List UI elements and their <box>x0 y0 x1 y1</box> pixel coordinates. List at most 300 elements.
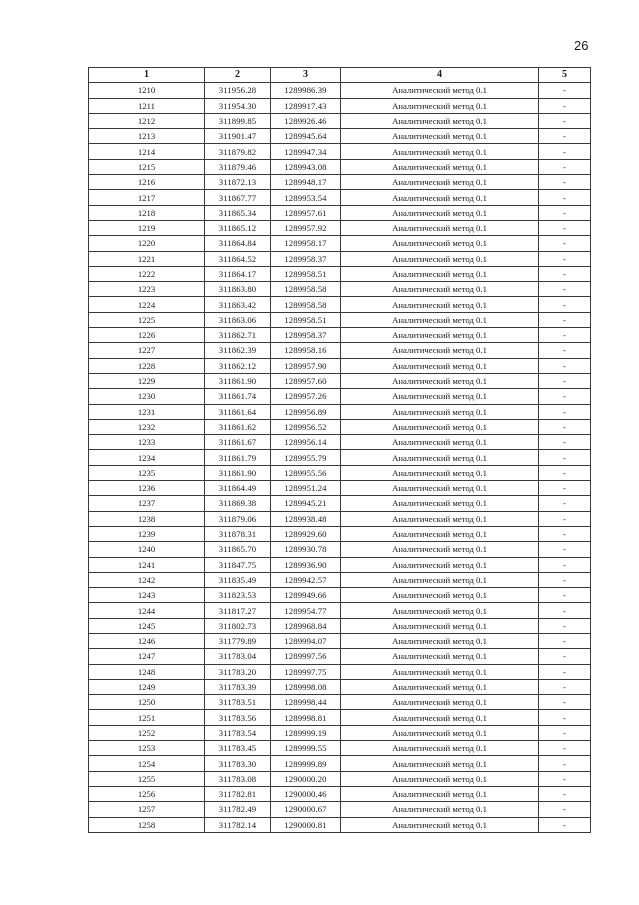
table-row <box>89 450 591 465</box>
point-number-cell: 1257 <box>89 802 205 817</box>
y-coordinate-cell: 1289956.89 <box>271 404 341 419</box>
method-cell: Аналитический метод 0.1 <box>341 236 539 251</box>
method-cell: Аналитический метод 0.1 <box>341 435 539 450</box>
method-cell: Аналитический метод 0.1 <box>341 389 539 404</box>
y-coordinate-cell: 1289957.61 <box>271 205 341 220</box>
x-coordinate-cell: 311835.49 <box>205 572 271 587</box>
point-number-cell: 1238 <box>89 511 205 526</box>
note-cell: - <box>539 389 591 404</box>
x-coordinate-cell: 311817.27 <box>205 603 271 618</box>
table-row <box>89 159 591 174</box>
note-cell: - <box>539 741 591 756</box>
note-cell: - <box>539 695 591 710</box>
method-cell: Аналитический метод 0.1 <box>341 282 539 297</box>
x-coordinate-cell: 311783.51 <box>205 695 271 710</box>
method-cell: Аналитический метод 0.1 <box>341 725 539 740</box>
method-cell: Аналитический метод 0.1 <box>341 557 539 572</box>
note-cell: - <box>539 465 591 480</box>
note-cell: - <box>539 511 591 526</box>
method-cell: Аналитический метод 0.1 <box>341 83 539 98</box>
x-coordinate-cell: 311865.34 <box>205 205 271 220</box>
point-number-cell: 1254 <box>89 756 205 771</box>
x-coordinate-cell: 311783.45 <box>205 741 271 756</box>
y-coordinate-cell: 1289949.66 <box>271 588 341 603</box>
method-cell: Аналитический метод 0.1 <box>341 297 539 312</box>
point-number-cell: 1245 <box>89 618 205 633</box>
y-coordinate-cell: 1290000.20 <box>271 771 341 786</box>
y-coordinate-cell: 1289998.81 <box>271 710 341 725</box>
note-cell: - <box>539 481 591 496</box>
point-number-cell: 1213 <box>89 129 205 144</box>
point-number-cell: 1222 <box>89 266 205 281</box>
point-number-cell: 1242 <box>89 572 205 587</box>
table-row <box>89 266 591 281</box>
note-cell: - <box>539 343 591 358</box>
method-cell: Аналитический метод 0.1 <box>341 220 539 235</box>
method-cell: Аналитический метод 0.1 <box>341 129 539 144</box>
method-cell: Аналитический метод 0.1 <box>341 175 539 190</box>
table-row <box>89 251 591 266</box>
page-number: 26 <box>574 38 589 53</box>
note-cell: - <box>539 312 591 327</box>
point-number-cell: 1255 <box>89 771 205 786</box>
x-coordinate-cell: 311862.39 <box>205 343 271 358</box>
point-number-cell: 1241 <box>89 557 205 572</box>
note-cell: - <box>539 205 591 220</box>
x-coordinate-cell: 311779.89 <box>205 633 271 648</box>
y-coordinate-cell: 1289929.60 <box>271 526 341 541</box>
note-cell: - <box>539 251 591 266</box>
point-number-cell: 1220 <box>89 236 205 251</box>
y-coordinate-cell: 1289997.75 <box>271 664 341 679</box>
point-number-cell: 1239 <box>89 526 205 541</box>
method-cell: Аналитический метод 0.1 <box>341 404 539 419</box>
method-cell: Аналитический метод 0.1 <box>341 679 539 694</box>
x-coordinate-cell: 311863.06 <box>205 312 271 327</box>
x-coordinate-cell: 311899.85 <box>205 113 271 128</box>
y-coordinate-cell: 1289955.56 <box>271 465 341 480</box>
x-coordinate-cell: 311861.62 <box>205 419 271 434</box>
note-cell: - <box>539 266 591 281</box>
y-coordinate-cell: 1289957.90 <box>271 358 341 373</box>
note-cell: - <box>539 633 591 648</box>
note-cell: - <box>539 435 591 450</box>
note-cell: - <box>539 664 591 679</box>
y-coordinate-cell: 1289958.58 <box>271 282 341 297</box>
point-number-cell: 1235 <box>89 465 205 480</box>
table-header-row <box>89 68 591 83</box>
coordinates-table <box>88 67 591 833</box>
x-coordinate-cell: 311865.70 <box>205 542 271 557</box>
column-header-4: 4 <box>341 68 539 83</box>
method-cell: Аналитический метод 0.1 <box>341 144 539 159</box>
y-coordinate-cell: 1289958.17 <box>271 236 341 251</box>
method-cell: Аналитический метод 0.1 <box>341 465 539 480</box>
method-cell: Аналитический метод 0.1 <box>341 695 539 710</box>
method-cell: Аналитический метод 0.1 <box>341 481 539 496</box>
y-coordinate-cell: 1289958.58 <box>271 297 341 312</box>
point-number-cell: 1232 <box>89 419 205 434</box>
table-row <box>89 373 591 388</box>
method-cell: Аналитический метод 0.1 <box>341 373 539 388</box>
point-number-cell: 1251 <box>89 710 205 725</box>
note-cell: - <box>539 679 591 694</box>
table-row <box>89 572 591 587</box>
method-cell: Аналитический метод 0.1 <box>341 817 539 832</box>
y-coordinate-cell: 1289957.92 <box>271 220 341 235</box>
note-cell: - <box>539 297 591 312</box>
method-cell: Аналитический метод 0.1 <box>341 113 539 128</box>
note-cell: - <box>539 419 591 434</box>
table-row <box>89 588 591 603</box>
x-coordinate-cell: 311783.56 <box>205 710 271 725</box>
table-row <box>89 633 591 648</box>
y-coordinate-cell: 1289953.54 <box>271 190 341 205</box>
y-coordinate-cell: 1289917.43 <box>271 98 341 113</box>
note-cell: - <box>539 175 591 190</box>
point-number-cell: 1223 <box>89 282 205 297</box>
y-coordinate-cell: 1289936.90 <box>271 557 341 572</box>
table-row <box>89 328 591 343</box>
y-coordinate-cell: 1289968.84 <box>271 618 341 633</box>
y-coordinate-cell: 1290000.81 <box>271 817 341 832</box>
method-cell: Аналитический метод 0.1 <box>341 618 539 633</box>
note-cell: - <box>539 771 591 786</box>
y-coordinate-cell: 1289998.44 <box>271 695 341 710</box>
x-coordinate-cell: 311861.67 <box>205 435 271 450</box>
x-coordinate-cell: 311823.53 <box>205 588 271 603</box>
point-number-cell: 1246 <box>89 633 205 648</box>
point-number-cell: 1253 <box>89 741 205 756</box>
method-cell: Аналитический метод 0.1 <box>341 343 539 358</box>
method-cell: Аналитический метод 0.1 <box>341 358 539 373</box>
x-coordinate-cell: 311783.20 <box>205 664 271 679</box>
point-number-cell: 1210 <box>89 83 205 98</box>
method-cell: Аналитический метод 0.1 <box>341 328 539 343</box>
method-cell: Аналитический метод 0.1 <box>341 786 539 801</box>
table-row <box>89 526 591 541</box>
y-coordinate-cell: 1289957.26 <box>271 389 341 404</box>
point-number-cell: 1228 <box>89 358 205 373</box>
point-number-cell: 1214 <box>89 144 205 159</box>
x-coordinate-cell: 311861.79 <box>205 450 271 465</box>
method-cell: Аналитический метод 0.1 <box>341 572 539 587</box>
y-coordinate-cell: 1290000.67 <box>271 802 341 817</box>
y-coordinate-cell: 1289986.39 <box>271 83 341 98</box>
table-row <box>89 236 591 251</box>
table-row <box>89 496 591 511</box>
table-row <box>89 98 591 113</box>
note-cell: - <box>539 144 591 159</box>
note-cell: - <box>539 618 591 633</box>
y-coordinate-cell: 1289945.64 <box>271 129 341 144</box>
method-cell: Аналитический метод 0.1 <box>341 190 539 205</box>
note-cell: - <box>539 328 591 343</box>
table-row <box>89 419 591 434</box>
point-number-cell: 1218 <box>89 205 205 220</box>
point-number-cell: 1248 <box>89 664 205 679</box>
point-number-cell: 1249 <box>89 679 205 694</box>
note-cell: - <box>539 159 591 174</box>
table-row <box>89 389 591 404</box>
method-cell: Аналитический метод 0.1 <box>341 159 539 174</box>
y-coordinate-cell: 1289948.17 <box>271 175 341 190</box>
y-coordinate-cell: 1289998.08 <box>271 679 341 694</box>
column-header-2: 2 <box>205 68 271 83</box>
table-row <box>89 465 591 480</box>
point-number-cell: 1237 <box>89 496 205 511</box>
table-row <box>89 190 591 205</box>
table-row <box>89 129 591 144</box>
y-coordinate-cell: 1289999.89 <box>271 756 341 771</box>
x-coordinate-cell: 311861.74 <box>205 389 271 404</box>
note-cell: - <box>539 649 591 664</box>
table-row <box>89 557 591 572</box>
y-coordinate-cell: 1289956.52 <box>271 419 341 434</box>
x-coordinate-cell: 311901.47 <box>205 129 271 144</box>
point-number-cell: 1247 <box>89 649 205 664</box>
x-coordinate-cell: 311869.38 <box>205 496 271 511</box>
note-cell: - <box>539 756 591 771</box>
y-coordinate-cell: 1289947.34 <box>271 144 341 159</box>
point-number-cell: 1244 <box>89 603 205 618</box>
method-cell: Аналитический метод 0.1 <box>341 496 539 511</box>
y-coordinate-cell: 1289955.79 <box>271 450 341 465</box>
point-number-cell: 1227 <box>89 343 205 358</box>
x-coordinate-cell: 311864.49 <box>205 481 271 496</box>
method-cell: Аналитический метод 0.1 <box>341 251 539 266</box>
y-coordinate-cell: 1289926.46 <box>271 113 341 128</box>
y-coordinate-cell: 1289945.21 <box>271 496 341 511</box>
table-row <box>89 649 591 664</box>
method-cell: Аналитический метод 0.1 <box>341 771 539 786</box>
table-row <box>89 542 591 557</box>
point-number-cell: 1229 <box>89 373 205 388</box>
note-cell: - <box>539 603 591 618</box>
point-number-cell: 1216 <box>89 175 205 190</box>
table-row <box>89 83 591 98</box>
method-cell: Аналитический метод 0.1 <box>341 741 539 756</box>
table-row <box>89 802 591 817</box>
table-row <box>89 511 591 526</box>
x-coordinate-cell: 311782.49 <box>205 802 271 817</box>
column-header-5: 5 <box>539 68 591 83</box>
point-number-cell: 1215 <box>89 159 205 174</box>
point-number-cell: 1240 <box>89 542 205 557</box>
method-cell: Аналитический метод 0.1 <box>341 205 539 220</box>
note-cell: - <box>539 526 591 541</box>
y-coordinate-cell: 1289994.07 <box>271 633 341 648</box>
x-coordinate-cell: 311802.73 <box>205 618 271 633</box>
table-row <box>89 220 591 235</box>
x-coordinate-cell: 311954.30 <box>205 98 271 113</box>
point-number-cell: 1212 <box>89 113 205 128</box>
x-coordinate-cell: 311863.80 <box>205 282 271 297</box>
table-row <box>89 175 591 190</box>
y-coordinate-cell: 1289958.37 <box>271 328 341 343</box>
table-row <box>89 205 591 220</box>
table-row <box>89 297 591 312</box>
column-header-3: 3 <box>271 68 341 83</box>
table-row <box>89 786 591 801</box>
note-cell: - <box>539 542 591 557</box>
y-coordinate-cell: 1289942.57 <box>271 572 341 587</box>
table-row <box>89 603 591 618</box>
x-coordinate-cell: 311861.64 <box>205 404 271 419</box>
x-coordinate-cell: 311783.04 <box>205 649 271 664</box>
table-row <box>89 358 591 373</box>
x-coordinate-cell: 311782.14 <box>205 817 271 832</box>
note-cell: - <box>539 373 591 388</box>
table-row <box>89 144 591 159</box>
y-coordinate-cell: 1289999.55 <box>271 741 341 756</box>
x-coordinate-cell: 311864.52 <box>205 251 271 266</box>
table-row <box>89 312 591 327</box>
table-row <box>89 282 591 297</box>
table-row <box>89 741 591 756</box>
method-cell: Аналитический метод 0.1 <box>341 603 539 618</box>
y-coordinate-cell: 1289954.77 <box>271 603 341 618</box>
x-coordinate-cell: 311864.84 <box>205 236 271 251</box>
x-coordinate-cell: 311782.81 <box>205 786 271 801</box>
y-coordinate-cell: 1289938.48 <box>271 511 341 526</box>
method-cell: Аналитический метод 0.1 <box>341 710 539 725</box>
point-number-cell: 1221 <box>89 251 205 266</box>
note-cell: - <box>539 282 591 297</box>
point-number-cell: 1250 <box>89 695 205 710</box>
table-row <box>89 435 591 450</box>
point-number-cell: 1243 <box>89 588 205 603</box>
y-coordinate-cell: 1289957.60 <box>271 373 341 388</box>
table-row <box>89 343 591 358</box>
point-number-cell: 1211 <box>89 98 205 113</box>
table-row <box>89 725 591 740</box>
note-cell: - <box>539 113 591 128</box>
note-cell: - <box>539 710 591 725</box>
x-coordinate-cell: 311956.28 <box>205 83 271 98</box>
note-cell: - <box>539 83 591 98</box>
point-number-cell: 1224 <box>89 297 205 312</box>
table-body <box>89 83 591 833</box>
method-cell: Аналитический метод 0.1 <box>341 664 539 679</box>
note-cell: - <box>539 802 591 817</box>
note-cell: - <box>539 220 591 235</box>
x-coordinate-cell: 311783.39 <box>205 679 271 694</box>
x-coordinate-cell: 311862.71 <box>205 328 271 343</box>
y-coordinate-cell: 1289930.78 <box>271 542 341 557</box>
y-coordinate-cell: 1289958.51 <box>271 312 341 327</box>
y-coordinate-cell: 1289951.24 <box>271 481 341 496</box>
x-coordinate-cell: 311879.06 <box>205 511 271 526</box>
table-row <box>89 113 591 128</box>
y-coordinate-cell: 1289958.51 <box>271 266 341 281</box>
table-row <box>89 664 591 679</box>
x-coordinate-cell: 311861.90 <box>205 373 271 388</box>
method-cell: Аналитический метод 0.1 <box>341 450 539 465</box>
point-number-cell: 1258 <box>89 817 205 832</box>
note-cell: - <box>539 358 591 373</box>
table-row <box>89 679 591 694</box>
y-coordinate-cell: 1290000.46 <box>271 786 341 801</box>
point-number-cell: 1226 <box>89 328 205 343</box>
method-cell: Аналитический метод 0.1 <box>341 266 539 281</box>
point-number-cell: 1256 <box>89 786 205 801</box>
y-coordinate-cell: 1289958.37 <box>271 251 341 266</box>
column-header-1: 1 <box>89 68 205 83</box>
method-cell: Аналитический метод 0.1 <box>341 98 539 113</box>
note-cell: - <box>539 572 591 587</box>
method-cell: Аналитический метод 0.1 <box>341 419 539 434</box>
x-coordinate-cell: 311783.54 <box>205 725 271 740</box>
x-coordinate-cell: 311867.77 <box>205 190 271 205</box>
x-coordinate-cell: 311783.08 <box>205 771 271 786</box>
note-cell: - <box>539 786 591 801</box>
point-number-cell: 1231 <box>89 404 205 419</box>
method-cell: Аналитический метод 0.1 <box>341 588 539 603</box>
point-number-cell: 1217 <box>89 190 205 205</box>
method-cell: Аналитический метод 0.1 <box>341 526 539 541</box>
point-number-cell: 1236 <box>89 481 205 496</box>
x-coordinate-cell: 311863.42 <box>205 297 271 312</box>
table-row <box>89 618 591 633</box>
y-coordinate-cell: 1289958.16 <box>271 343 341 358</box>
note-cell: - <box>539 98 591 113</box>
method-cell: Аналитический метод 0.1 <box>341 511 539 526</box>
x-coordinate-cell: 311879.82 <box>205 144 271 159</box>
method-cell: Аналитический метод 0.1 <box>341 802 539 817</box>
table-row <box>89 756 591 771</box>
y-coordinate-cell: 1289999.19 <box>271 725 341 740</box>
y-coordinate-cell: 1289943.08 <box>271 159 341 174</box>
x-coordinate-cell: 311862.12 <box>205 358 271 373</box>
method-cell: Аналитический метод 0.1 <box>341 312 539 327</box>
point-number-cell: 1219 <box>89 220 205 235</box>
point-number-cell: 1252 <box>89 725 205 740</box>
note-cell: - <box>539 725 591 740</box>
note-cell: - <box>539 404 591 419</box>
method-cell: Аналитический метод 0.1 <box>341 649 539 664</box>
x-coordinate-cell: 311865.12 <box>205 220 271 235</box>
x-coordinate-cell: 311879.46 <box>205 159 271 174</box>
table-row <box>89 771 591 786</box>
x-coordinate-cell: 311878.31 <box>205 526 271 541</box>
x-coordinate-cell: 311864.17 <box>205 266 271 281</box>
x-coordinate-cell: 311847.75 <box>205 557 271 572</box>
x-coordinate-cell: 311861.90 <box>205 465 271 480</box>
point-number-cell: 1234 <box>89 450 205 465</box>
table-row <box>89 710 591 725</box>
point-number-cell: 1225 <box>89 312 205 327</box>
method-cell: Аналитический метод 0.1 <box>341 542 539 557</box>
note-cell: - <box>539 236 591 251</box>
x-coordinate-cell: 311872.13 <box>205 175 271 190</box>
point-number-cell: 1230 <box>89 389 205 404</box>
method-cell: Аналитический метод 0.1 <box>341 756 539 771</box>
y-coordinate-cell: 1289997.56 <box>271 649 341 664</box>
table-row <box>89 481 591 496</box>
y-coordinate-cell: 1289956.14 <box>271 435 341 450</box>
note-cell: - <box>539 450 591 465</box>
table-row <box>89 817 591 832</box>
note-cell: - <box>539 190 591 205</box>
table-row <box>89 404 591 419</box>
note-cell: - <box>539 557 591 572</box>
method-cell: Аналитический метод 0.1 <box>341 633 539 648</box>
note-cell: - <box>539 817 591 832</box>
x-coordinate-cell: 311783.30 <box>205 756 271 771</box>
point-number-cell: 1233 <box>89 435 205 450</box>
table-row <box>89 695 591 710</box>
